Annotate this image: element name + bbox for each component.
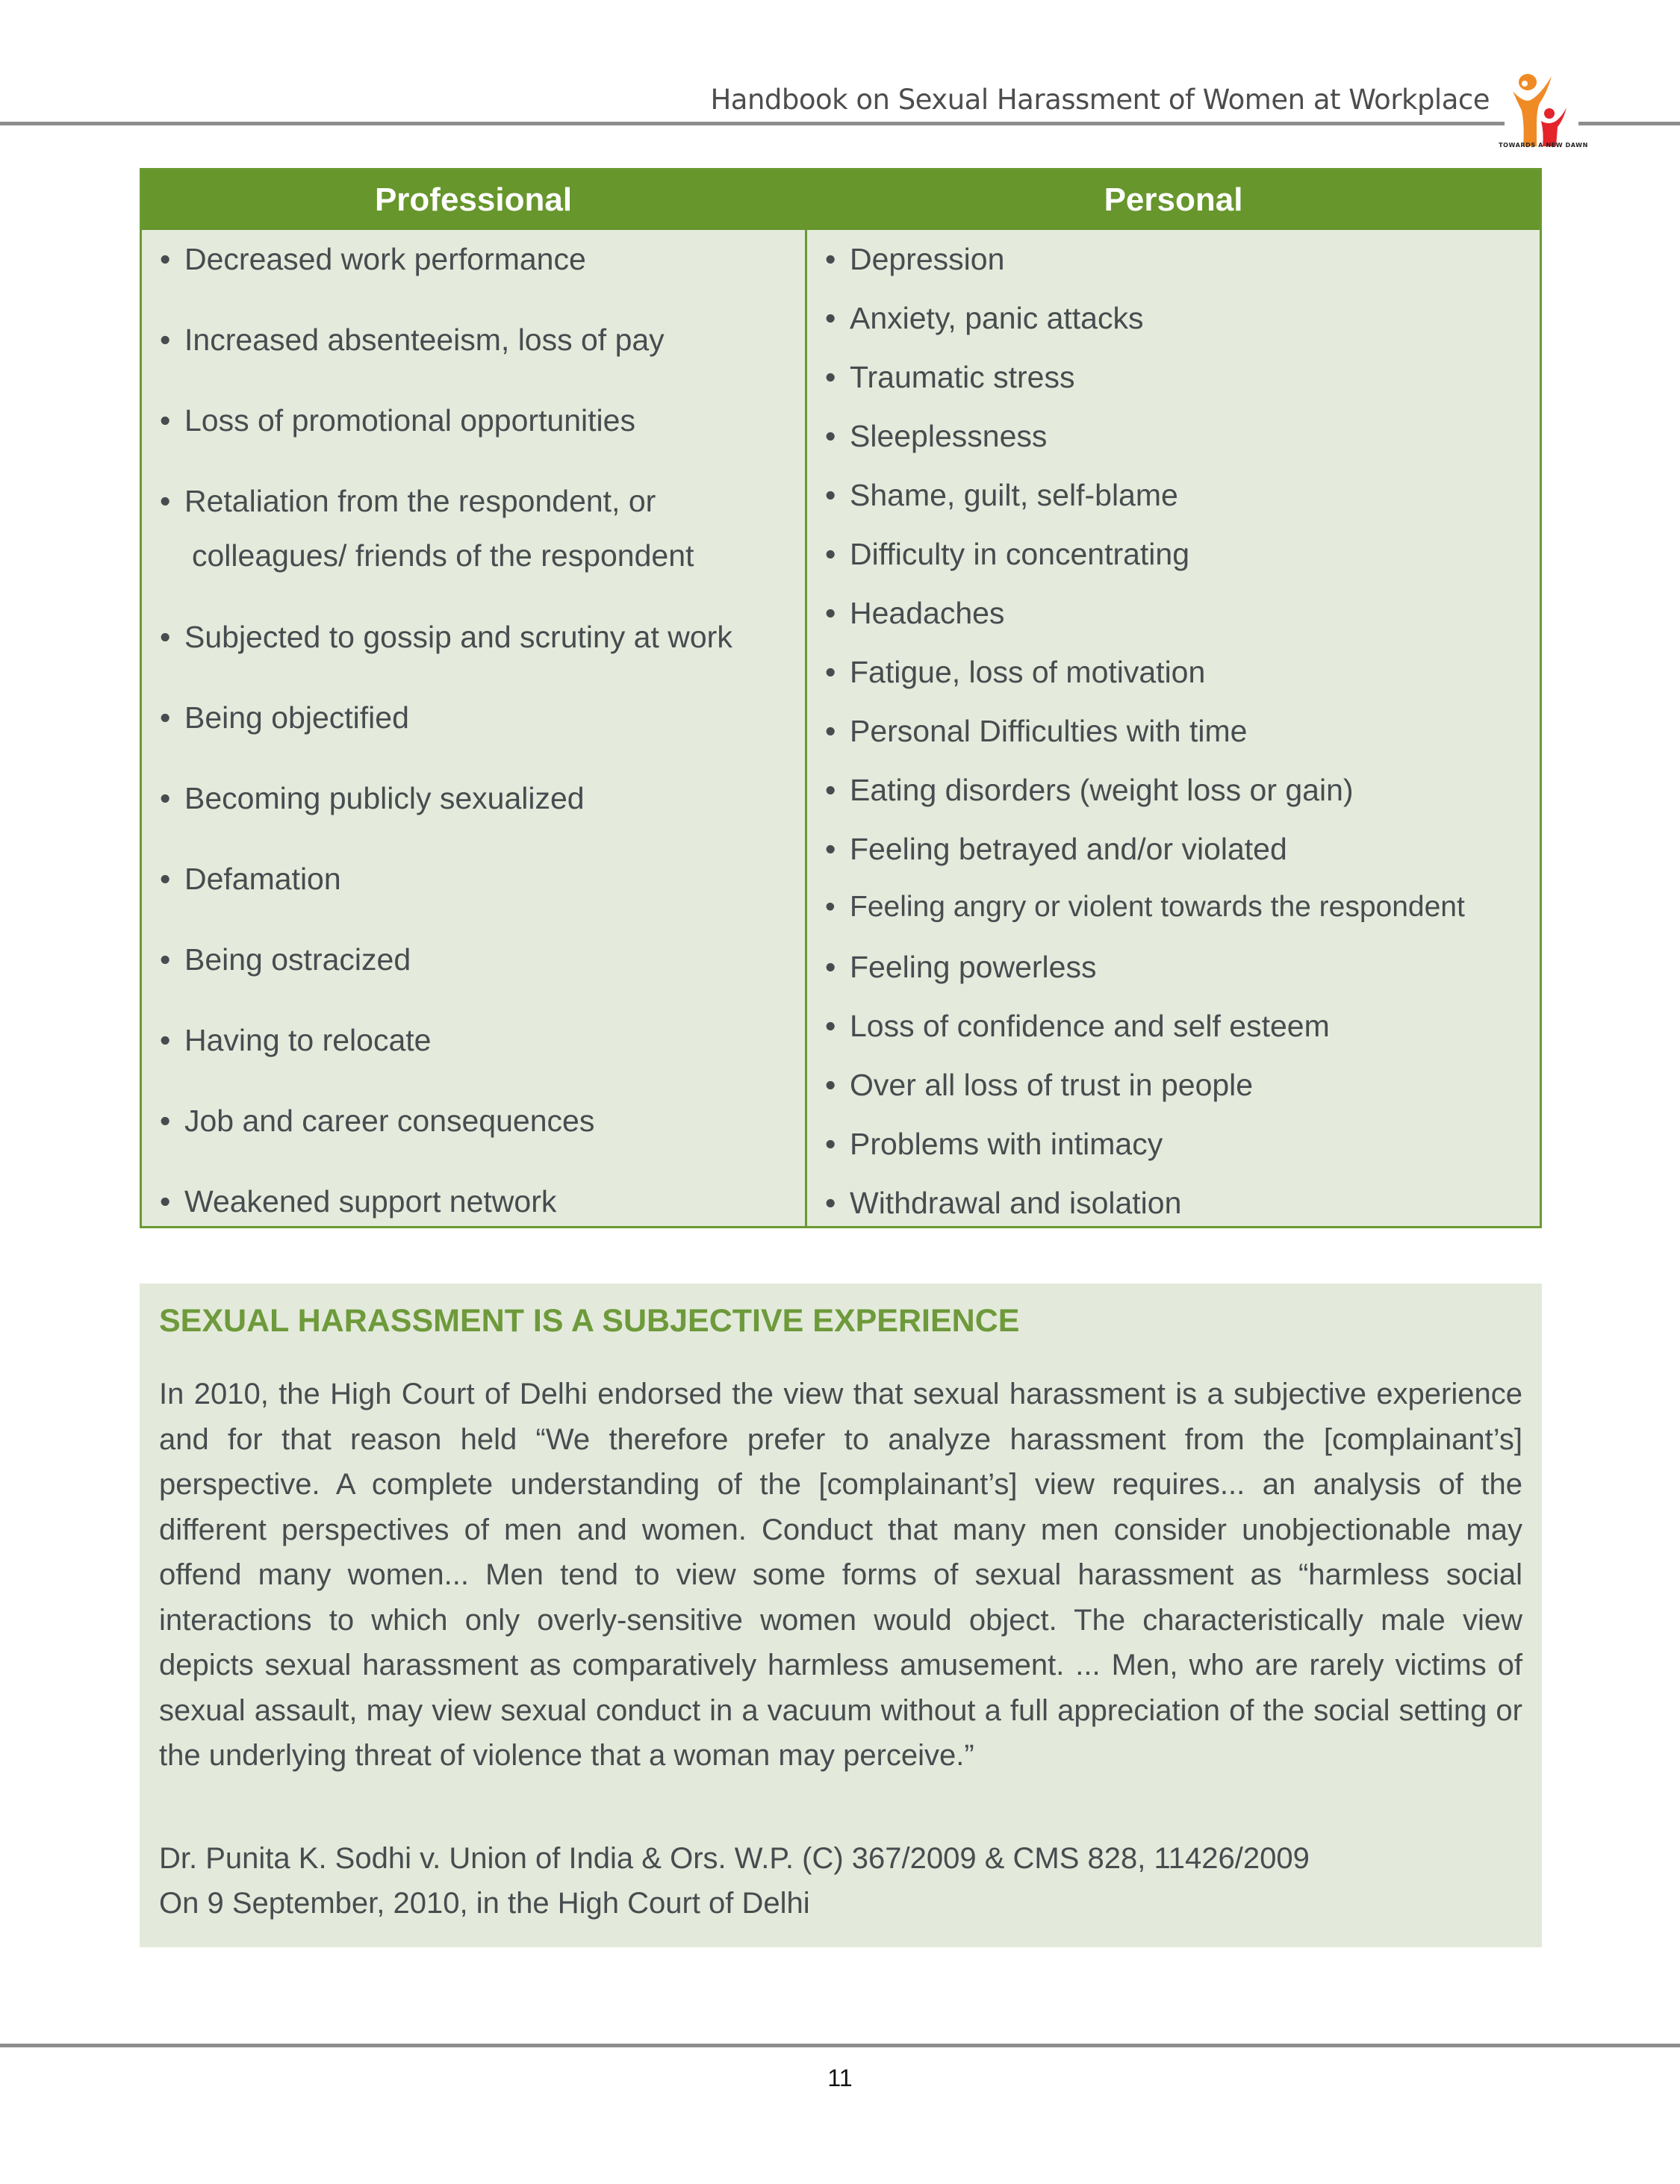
bullet-icon: • bbox=[825, 950, 836, 984]
bullet-icon: • bbox=[825, 1186, 836, 1220]
column-header-professional: Professional bbox=[374, 181, 573, 218]
list-item: • Subjected to gossip and scrutiny at work bbox=[160, 620, 732, 654]
bullet-icon: • bbox=[160, 323, 171, 357]
list-item: • Depression bbox=[825, 242, 1005, 276]
bullet-icon: • bbox=[825, 360, 836, 394]
list-item: • Personal Difficulties with time bbox=[825, 714, 1248, 748]
list-item: • Weakened support network bbox=[160, 1184, 557, 1219]
list-item: • Withdrawal and isolation bbox=[825, 1186, 1182, 1220]
list-item: • Feeling angry or violent towards the respondent bbox=[825, 891, 1465, 923]
mother-child-figures-logo-icon bbox=[1507, 73, 1580, 148]
list-item: • Loss of promotional opportunities bbox=[160, 403, 635, 438]
citation-case: Dr. Punita K. Sodhi v. Union of India & Ors. W.P. (C) 367/2009 & CMS 828, 11426/2009 bbox=[159, 1842, 1310, 1875]
list-item: • Eating disorders (weight loss or gain) bbox=[825, 773, 1354, 807]
table-header-row bbox=[142, 170, 1540, 230]
bullet-icon: • bbox=[825, 537, 836, 571]
citation-date: On 9 September, 2010, in the High Court of Delhi bbox=[159, 1887, 810, 1920]
list-item: • Being ostracized bbox=[160, 942, 411, 977]
bullet-icon: • bbox=[160, 862, 171, 896]
bullet-icon: • bbox=[825, 1127, 836, 1161]
list-item: • Anxiety, panic attacks bbox=[825, 301, 1144, 335]
bullet-icon: • bbox=[825, 1009, 836, 1043]
bullet-icon: • bbox=[825, 714, 836, 748]
effects-table bbox=[140, 168, 1542, 1228]
column-header-personal: Personal bbox=[1104, 181, 1243, 218]
list-item: • Feeling betrayed and/or violated bbox=[825, 832, 1287, 866]
list-item: • Being objectified bbox=[160, 700, 409, 735]
list-item: • Having to relocate bbox=[160, 1023, 432, 1057]
header-rule-left bbox=[0, 122, 1505, 125]
footer-rule bbox=[0, 2044, 1680, 2047]
bullet-icon: • bbox=[160, 700, 171, 735]
list-item: • Difficulty in concentrating bbox=[825, 537, 1190, 571]
column-divider bbox=[805, 230, 807, 1226]
bullet-icon: • bbox=[160, 1104, 171, 1138]
page-number: 11 bbox=[827, 2065, 853, 2091]
callout-paragraph: In 2010, the High Court of Delhi endorsed the view that sexual harassment is a subjective experience and for that reason held “We therefore prefer to analyze harassment from the [complainant’s] perspective. A complete understanding of the [complainant’s] view requires... an analysis of the different perspectives of men and women. Conduct that many men consider unobjectionable may offend many women... Men tend to view some forms of sexual harassment as “harmless social interactions to which only overly-sensitive women would object. The characteristically male view depicts sexual harassment as comparatively harmless amusement. ... Men, who are rarely victims of sexual assault, may view sexual conduct in a vacuum without a full appreciation of the social setting or the underlying threat of violence that a woman may perceive.” bbox=[159, 1378, 1522, 1772]
bullet-icon: • bbox=[160, 484, 171, 518]
list-item: • Becoming publicly sexualized bbox=[160, 781, 585, 815]
bullet-icon: • bbox=[160, 242, 171, 276]
bullet-icon: • bbox=[160, 1184, 171, 1219]
list-item: • Decreased work performance bbox=[160, 242, 586, 276]
bullet-icon: • bbox=[160, 942, 171, 977]
bullet-icon: • bbox=[825, 773, 836, 807]
bullet-icon: • bbox=[825, 1068, 836, 1102]
list-item: • Fatigue, loss of motivation bbox=[825, 655, 1206, 689]
running-header-title: Handbook on Sexual Harassment of Women at Workplace bbox=[710, 84, 1490, 116]
list-item: • Sleeplessness bbox=[825, 419, 1048, 453]
bullet-icon: • bbox=[160, 403, 171, 438]
list-item: • Headaches bbox=[825, 596, 1005, 630]
bullet-icon: • bbox=[160, 781, 171, 815]
list-item: • Defamation bbox=[160, 862, 341, 896]
bullet-icon: • bbox=[825, 832, 836, 866]
list-item: • Traumatic stress bbox=[825, 360, 1075, 394]
list-item: • Loss of confidence and self esteem bbox=[825, 1009, 1330, 1043]
bullet-icon: • bbox=[825, 891, 836, 923]
logo-tagline: TOWARDS A NEW DAWN bbox=[1499, 142, 1588, 149]
bullet-icon: • bbox=[825, 596, 836, 630]
bullet-icon: • bbox=[825, 655, 836, 689]
logo bbox=[1507, 73, 1580, 148]
bullet-icon: • bbox=[825, 242, 836, 276]
list-item: • Feeling powerless bbox=[825, 950, 1097, 984]
bullet-icon: • bbox=[160, 1023, 171, 1057]
list-item: • Problems with intimacy bbox=[825, 1127, 1163, 1161]
bullet-icon: • bbox=[160, 620, 171, 654]
bullet-icon: • bbox=[825, 478, 836, 512]
list-item: • Shame, guilt, self-blame bbox=[825, 478, 1178, 512]
callout-title: SEXUAL HARASSMENT IS A SUBJECTIVE EXPERIENCE bbox=[159, 1303, 1020, 1339]
list-item: • Over all loss of trust in people bbox=[825, 1068, 1254, 1102]
subjective-experience-callout bbox=[140, 1284, 1542, 1947]
list-item: • Retaliation from the respondent, or colleagues/ friends of the respondent bbox=[160, 484, 694, 573]
bullet-icon: • bbox=[825, 301, 836, 335]
list-item: • Increased absenteeism, loss of pay bbox=[160, 323, 665, 357]
header-rule-right bbox=[1578, 122, 1680, 125]
list-item: • Job and career consequences bbox=[160, 1104, 595, 1138]
bullet-icon: • bbox=[825, 419, 836, 453]
